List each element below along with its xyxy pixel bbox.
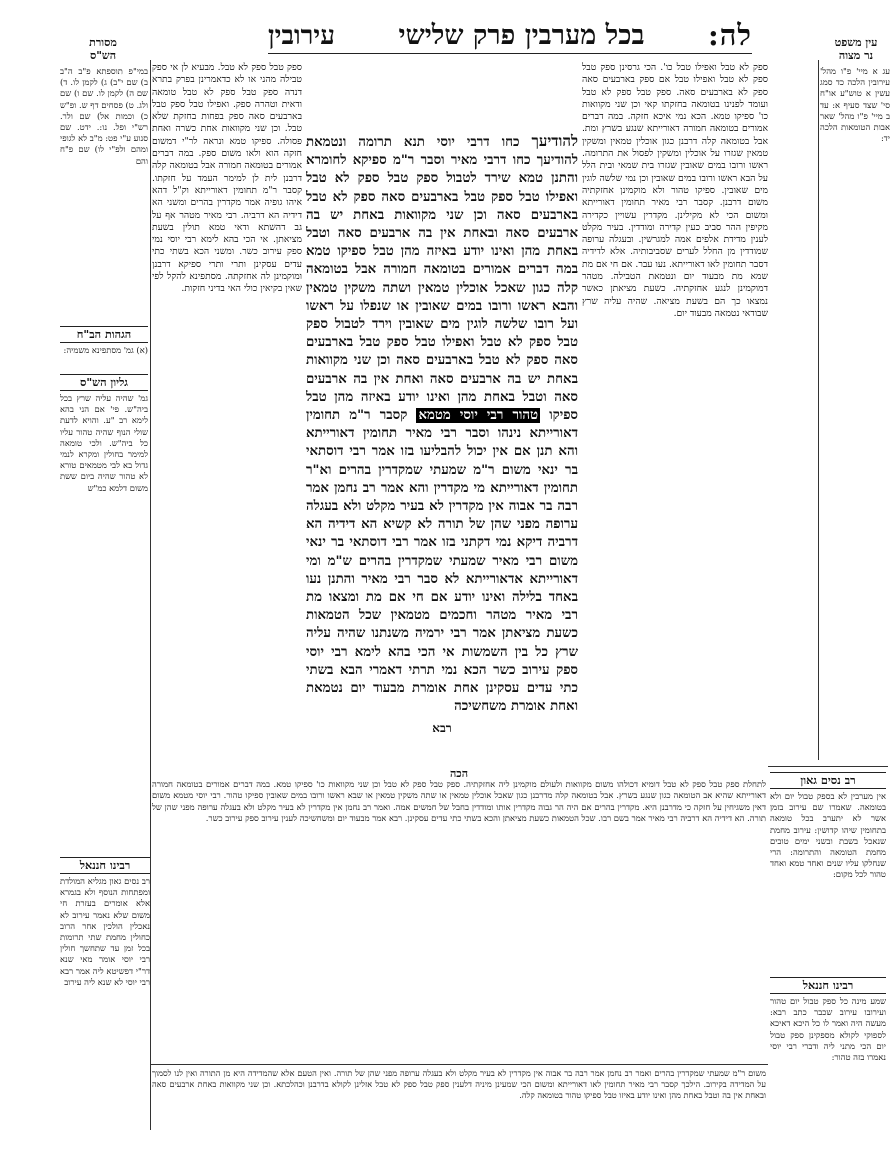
bottom-commentary-title: הכה <box>449 768 469 780</box>
running-header <box>268 18 752 54</box>
hagahot-title: הגהות הב"ח <box>60 326 148 343</box>
tosafot-column: ספק טבל ספק לא טבל. מבעיא לן אי ספק טבילה מהני או לא כדאמרינן בפרק בתרא דנדה ספק טבל ספק לא טבל טומאה ודאית וטהרה ספק. ואפילו טבל ספק טבל בארבעים סאה ספק בפחות בחזקת שלא טבל. וכן שני מקוואות אחת כשרה ואחת פסולה. ספיקו טמא ונראה לר"י דמשום חזקה הוא ולאו משום ספק. במה דברים אמורים בטומאה חמורה אבל בטומאה קלה דרבנן לית לן למימר העמד על חזקתו. קסבר ר"מ תחומין דאורייתא וק"ל דהא איהו גופיה אמר מקדרין בהרים ומשני הא דידיה הא דרביה. רבי מאיר מטהר אף על גב דהשתא ודאי טמא תולין בשעת מציאתן. אי הכי בהא לימא רבי יוסי נמי ספק עירוב כשר. ומשני הכא בשתי כתי עדים עסקינן ותרי ותרי ספיקא דרבנן ומוקמינן לה אחזקתה. מסתפינא להקל לפי שאין בקיאין כולי האי בדיני חזקות. <box>152 62 302 295</box>
masoret-hashas-heading: מסורת הש"ס <box>89 36 117 62</box>
chapter-title: בכל מערבין פרק שלישי <box>398 20 645 51</box>
folio-number: לה: <box>708 18 752 52</box>
rabbenu-chananel-left-title: רבינו חננאל <box>60 857 150 874</box>
rav-nissim-title: רב נסים גאון <box>770 772 886 789</box>
gilyon-column: גליון הש"ס גמ' שהיה עליה שרץ בכל ביה"ש. פי' אם הני בהא לימא רב "ע. והויא לדעת שולי הנוף שהיה טהור עליו כל ביה"ש. ולכי טומאה למימר בחולין ומקרא לנמי גדול בא לבי מטמאים טורא לא טהור שהיה ביום ששת משום דלמא כמ"ש <box>60 375 148 493</box>
rabbenu-chananel-right-title: רבינו חננאל <box>770 977 886 994</box>
hagahot-box: הגהות הב"ח (א) גמ' מסתפינא משמיה: <box>60 324 148 364</box>
right-margin-rule <box>818 60 819 760</box>
tractate-name: עירובין <box>268 20 335 51</box>
footer-note: משום ר"מ שמעתי שמקדרין בהרים ואמר רב נחמן אמר רבה בר אבוה אין מקדרין לא בעיר מקלט ולא בעגלה ערופה מפני שהן של תורה. ואין הטעם אלא שהמדידה היא מן התורה ואין לנו לסמוך על המדידה בקירוב. הילכך קסבר רבי מאיר תחומין לאו דאורייתא ומשום הכי שמעינן מיניה דלענין ספק טבל ספק לא טבל אזלינן לקולא בדרבנן וכהלכתא. וכן שני מקוואות באחת ארבעים סאה ובאחת אין בה וטבל באחת מהן ואינו יודע באיזו טבל ספיקו טהור בטומאה קלה. <box>152 1068 766 1100</box>
ein-mishpat-heading: עין משפט נר מצוה <box>834 36 878 62</box>
ein-mishpat-column: עג א מיי' פ"ו מהל' עירובין הלכה כד סמג עשין א טוש"ע או"ח סי' שצד סעיף א: עד ב מיי' פ"ו מהל' שאר אבות הטומאות הלכה יד: <box>820 66 890 144</box>
bottom-commentary: הכה לתחלת ספק טבל ספק לא טבל דומיא דכולהו משום מקוואות ולעולם מוקמינן ליה אחזקתיה. ספק טבל ספק לא טבל וכן שני מקוואות כו' ספיקו טמא. במה דברים אמורים בטומאה חמורה דאורייתא שהיא אב הטומאה כגון שנגע בשרץ. אבל בטומאה קלה מדרבנן כגון שאכל אוכלין טמאין או שתה משקין טמאין או שבא ראשו ורובו במים שאובין ספיקו טהור. רבי יוסי מטמא משום דאין משגיחין על חזקה כי מדרבנן היא. מקדרין בהרים אם היה הר גבוה מקדרין אותו ומודדין בחבל של חמשים אמה. ואמר רב נחמן אין מקדרין לא בעיר מקלט ולא בעגלה ערופה מפני שהן של תורה. הא דידיה הא דרביה רבי מאיר אמר בשם רבו. שכל הטמאות כשעת מציאתן והכא בשתי כתי עדים עסקינן. רבא אמר מבעוד יום ומשחשיכה לענין עירוב ספק עירוב כשר. <box>152 768 766 823</box>
gemara-closing-phrase: רבא <box>432 720 452 735</box>
rav-nissim-column: רב נסים גאון אין מערבין לא בספק טבול יום ולא בטומאה. שאמרו שם עירוב בזמן אשר לא יתערב בכל טומאה בתחומין שיהו קדושין: עירוב מחמת שנאכל בשבת ובשני ימים טובים מחמת הטומאה והתרומה: הרי שנחלקו עליו שנים ואחד טמא ואחד טהור לכל מקום: <box>770 773 886 880</box>
rabbenu-chananel-right: רבינו חננאל שמע מינה כל ספק טבול יום טהור ועירובו עירוב שכבר כתב רבא: מעשה היה ואמר לו כל היכא דאיכא לספוקי לקולא מספקינן ספק טבול יום הכי מתני ליה ודברי רבי יוסי נאמרו בזה טהור: <box>770 978 886 1063</box>
gilyon-title: גליון הש"ס <box>60 374 148 391</box>
masoret-column: במי"פ תוספתא פ"ב ה"ב ב) שם י"ב) ג) לקמן לו. ד) שם ה) לקמן לו. שם ו) שם ולג. ט) פסחים דף ש. ופ"ש כ) וכמות אל) שם ולר. רש"י ופל. נו:. ידט. שם סנוע ע"י פט: מ"ב לא לגופי ומהם ולפ"י לו) שם פ"ח והם <box>60 66 148 166</box>
footer-top-rule <box>150 1064 768 1065</box>
highlighted-phrase: טהור רבי יוסי מטמא <box>418 408 539 424</box>
rav-nissim-top-rule <box>768 766 888 767</box>
gemara-text: להודיעך כחו דרבי יוסי תנא תרומה ונטמאת להודיעך כחו דרבי מאיר וסבר ר"מ ספיקא לחומרא והתנן טמא שירד לטבול ספק טבל ספק לא טבל ואפילו טבל ספק טבל בארבעים סאה ספק לא טבל בארבעים סאה וכן שני מקוואות באחת יש בה ארבעים סאה ובאחת אין בה ארבעים סאה וטבל באחת מהן ואינו יודע באיזה מהן טבל ספיקו טמא במה דברים אמורים בטומאה חמורה אבל בטומאה קלה כגון שאכל אוכלין טמאין ושתה משקין טמאין והבא ראשו ורובו במים שאובין או שנפלו על ראשו ועל רובו שלשה לוגין מים שאובין וירד לטבול ספק טבל ספק לא טבל ואפילו טבל ספק טבל בארבעים סאה ספק לא טבל בארבעים סאה וכן שני מקוואות באחת יש בה ארבעים סאה ואחת אין בה ארבעים סאה וטבל באחת מהן ואינו יודע באיזה מהן טבל ספיקו טהור רבי יוסי מטמא קסבר ר"מ תחומין דאורייתא נינהו וסבר רבי מאיר תחומין דאורייתא והא תנן אם אין יכול להבליעו בזו אמר רבי דוסתאי בר ינאי משום ר"מ שמעתי שמקדרין בהרים וא"ר תחומין דאורייתא מי מקדרין והא אמר רב נחמן אמר רבה בר אבוה אין מקדרין לא בעיר מקלט ולא בעגלה ערופה מפני שהן של תורה לא קשיא הא דידיה הא דרביה דיקא נמי דקתני בזו אמר רבי דוסתאי בר ינאי משום רבי מאיר שמעתי שמקדרין בהרים ש"מ ומי דאורייתא אדאורייתא לא סבר רבי מאיר והתנן נעו באחד בלילה ואינו יודע אם חי אם מת ומצאו מת רבי מאיר מטהר וחכמים מטמאין שכל הטמאות כשעת מציאתן אמר רבי ירמיה משנתנו שהיה עליה שרץ כל בין השמשות אי הכי בהא לימא רבי יוסי ספק עירוב כשר הכא נמי תרתי דאמרי הבא בשתי כתי עדים עסקינן אחת אומרת מבעוד יום נטמאת ואחת אומרת משחשיכה רבא <box>306 132 578 735</box>
left-margin-rule <box>150 60 151 1130</box>
gemara-opening-word: להודיעך <box>531 132 578 150</box>
rabbenu-chananel-left: רבינו חננאל רב נסים גאון מגליא המולדת ומפתחות הנוסף ולא בגמרא אלא אומרים בעזרת חי משום שלא נאמר עירוב לא נאכלין הולכין אחר הרוב כחולין מחמת שתי תרומות בכל זמן עד שתחשך חולין רבי יוסי אומר מאי שנא דר"י דפשיטא ליה אמר רבא רבי יוסי לא שנא ליה עירוב <box>60 858 150 987</box>
rashi-column: ספק לא טבל ואפילו טבל כו'. הכי גרסינן ספק טבל ספק לא טבל ואפילו טבל אם ספק בארבעים סאה ספק לא בארבעים סאה. ספק טבל ספק לא טבל ועומד לפנינו בטומאה בחזקתו קאי וכן שני מקוואות כו' ספיקו טמא. הכא נמי איכא חזקה. במה דברים אמורים בטומאה חמורה דאורייתא שנגע בשרץ ומת. אבל בטומאה קלה דרבנן כגון אוכלין טמאין ומשקין טמאין שגזרו על אוכלין ומשקין לפסול את התרומה. ראשו ורובו במים שאובין שגזרו בית שמאי ובית הלל על הבא ראשו ורובו במים שאובין וכן נמי שלשה לוגין מים שאובין. ספיקו טהור ולא מוקמינן אחזקתיה משום דרבנן. קסבר רבי מאיר תחומין דאורייתא ומשום הכי לא מקילינן. מקדרין עשויין כקדירה מקיפין ההר סביב כעין קדירה ומודדין. בעיר מקלט לענין מדידת אלפים אמה למגרשין. ובעגלה ערופה שמודדין מן החלל לערים שסביבותיה. אלא לדידיה דסבר תחומין לאו דאורייתא. נעו עבר. אם חי אם מת שמא מת מבעוד יום ונטמאת הטבילה. מטהר דמוקמינן לנגע אחזקתיה. כשעת מציאתן כאשר נמצאו כך הם בשעת מציאה. שהיה עליה שרץ שבודאי נטמאה מבעוד יום. <box>582 62 768 319</box>
